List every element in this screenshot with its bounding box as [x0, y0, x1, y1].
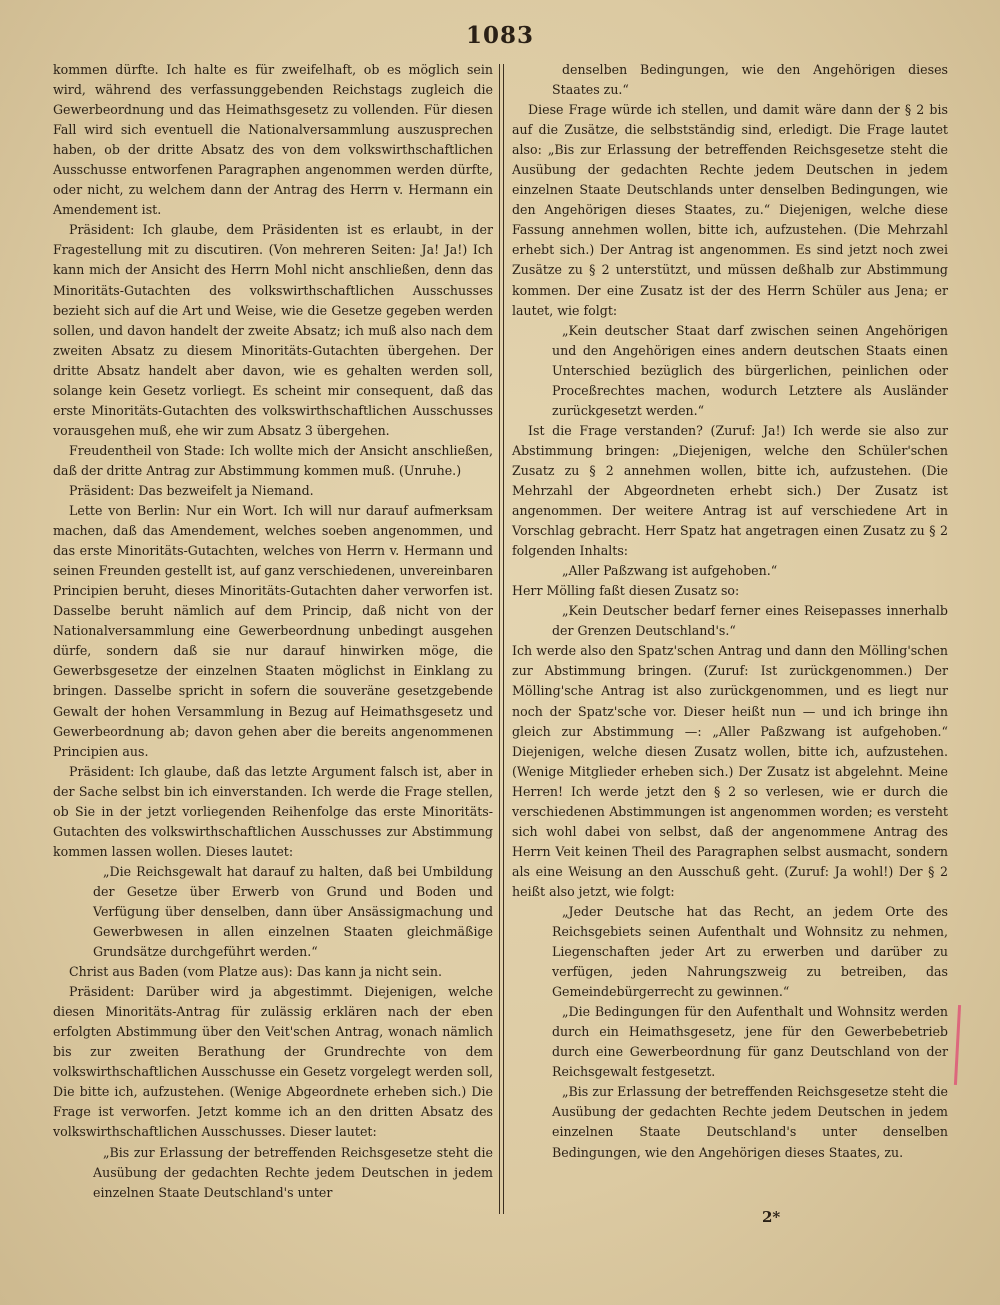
paragraph: Präsident: Ich glaube, daß das letzte Argument falsch ist, aber in der Sache selbst bin ich einverstanden. Ich werde die Frage stellen, ob Sie in der jetzt vorliegenden Reihenfolge das erste Minoritäts-Gutachten des volkswirthschaftlichen Ausschusses zur Abstimmung kommen lassen wollen. Dieses lautet: [53, 763, 493, 859]
paragraph: Diese Frage würde ich stellen, und damit wäre dann der § 2 bis auf die Zusätze, die selbstständig sind, erledigt. Die Frage lautet also: „Bis zur Erlassung der betreffenden Reichsgesetze steht die Ausübung der gedachten Rechte jedem Deutschen in jedem einzelnen Staate Deutschlands unter denselben Bedingungen, wie den Angehörigen dieses Staates, zu.“ Diejenigen, welche diese Fassung annehmen wollen, bitte ich, aufzustehen. (Die Mehrzahl erhebt sich.) Der Antrag ist angenommen. Es sind jetzt noch zwei Zusätze zu § 2 unterstützt, und müssen deßhalb zur Abstimmung kommen. Der eine Zusatz ist der des Herrn Schüler aus Jena; er lautet, wie folgt: [512, 102, 948, 318]
left-column [53, 60, 493, 1203]
paragraph: Freudentheil von Stade: Ich wollte mich der Ansicht anschließen, daß der dritte Antrag zur Abstimmung kommen muß. (Unruhe.) [53, 442, 493, 478]
quoted-paragraph: „Aller Paßzwang ist aufgehoben.“ [562, 563, 778, 579]
paragraph: Präsident: Das bezweifelt ja Niemand. [69, 482, 314, 498]
pencil-mark [954, 1005, 961, 1085]
quoted-paragraph: „Jeder Deutsche hat das Recht, an jedem Orte des Reichsgebiets seinen Aufenthalt und Wohnsitz zu nehmen, Liegenschaften jeder Art zu erwerben und darüber zu verfügen, jeden Nahrungszweig zu betreiben, das Gemeindebürgerrecht zu gewinnen.“ [552, 903, 948, 1000]
paragraph: Lette von Berlin: Nur ein Wort. Ich will nur darauf aufmerksam machen, daß das Amendement, welches soeben angenommen, und das erste Minoritäts-Gutachten, welches von Herrn v. Hermann und seinen Freunden gestellt ist, auf ganz verschiedenen, unvereinbaren Principien beruht, dieses Minoritäts-Gutachten daher verworfen ist. Dasselbe beruht nämlich auf dem Princip, daß nicht von der Nationalversammlung eine Gewerbeordnung unbedingt ausgehen dürfe, sondern daß sie nur darauf hinwirken möge, die Gewerbsgesetze der einzelnen Staaten möglichst in Einklang zu bringen. Dasselbe spricht in sofern die souveräne gesetzgebende Gewalt der hohen Versammlung in Bezug auf Heimathsgesetz und Gewerbeordnung ab; davon gehen aber die bereits angenommenen Principien aus. [53, 503, 493, 759]
paragraph: Christ aus Baden (vom Platze aus): Das kann ja nicht sein. [69, 964, 443, 980]
quoted-paragraph: denselben Bedingungen, wie den Angehörigen dieses Staates zu.“ [552, 62, 948, 98]
quoted-paragraph: „Kein deutscher Staat darf zwischen seinen Angehörigen und den Angehörigen eines andern deutschen Staats einen Unterschied bezüglich des bürgerlichen, peinlichen oder Proceßrechtes machen, wodurch Letztere als Ausländer zurückgesetzt werden.“ [552, 322, 948, 418]
paragraph: kommen dürfte. Ich halte es für zweifelhaft, ob es möglich sein wird, während des verfassunggebenden Reichstags zugleich die Gewerbeordnung und das Heimathsgesetz zu vollenden. Für diesen Fall wird sich eventuell die Nationalversammlung auszusprechen haben, ob der dritte Absatz des von dem volkswirthschaftlichen Ausschusse entworfenen Paragraphen angenommen werden dürfte, oder nicht, zu welchem dann der Antrag des Herrn v. Hermann ein Amendement ist. [53, 62, 493, 218]
paragraph: Ist die Frage verstanden? (Zuruf: Ja!) Ich werde sie also zur Abstimmung bringen: „Diejenigen, welche den Schüler'schen Zusatz zu § 2 annehmen wollen, bitte ich, aufzustehen. (Die Mehrzahl der Abgeordneten erhebt sich.) Der Zusatz ist angenommen. Der weitere Antrag ist auf verschiedene Art in Vorschlag gebracht. Herr Spatz hat angetragen einen Zusatz zu § 2 folgenden Inhalts: [512, 422, 948, 559]
paragraph: Präsident: Ich glaube, dem Präsidenten ist es erlaubt, in der Fragestellung mit zu discutiren. (Von mehreren Seiten: Ja! Ja!) Ich kann mich der Ansicht des Herrn Mohl nicht anschließen, denn das Minoritäts-Gutachten des volkswirthschaftlichen Ausschusses bezieht sich auf die Art und Weise, wie die Gesetze gegeben werden sollen, und davon handelt der zweite Absatz; ich muß also nach dem zweiten Absatz zu diesem Minoritäts-Gutachten übergehen. Der dritte Absatz handelt aber davon, wie es gehalten werden soll, solange kein Gesetz vorliegt. Es scheint mir consequent, daß das erste Minoritäts-Gutachten des volkswirthschaftlichen Ausschusses vorausgehen muß, ehe wir zum Absatz 3 übergehen. [53, 222, 493, 438]
paragraph: Präsident: Darüber wird ja abgestimmt. Diejenigen, welche diesen Minoritäts-Antrag für zulässig erklären nach der eben erfolgten Abstimmung über den Veit'schen Antrag, wonach nämlich bis zur zweiten Berathung der Grundrechte von dem volkswirthschaftlichen Ausschusse ein Gesetz vorgelegt werden soll, Die bitte ich, aufzustehen. (Wenige Abgeordnete erheben sich.) Die Frage ist verworfen. Jetzt komme ich an den dritten Absatz des volkswirthschaftlichen Ausschusses. Dieser lautet: [53, 984, 493, 1140]
quoted-paragraph: „Die Bedingungen für den Aufenthalt und Wohnsitz werden durch ein Heimathsgesetz, jene für den Gewerbebetrieb durch eine Gewerbeordnung für ganz Deutschland von der Reichsgewalt festgesetzt. [552, 1004, 948, 1080]
page-number: 1083 [465, 22, 534, 49]
quoted-paragraph: „Bis zur Erlassung der betreffenden Reichsgesetze steht die Ausübung der gedachten Rechte jedem Deutschen in jedem einzelnen Staate Deutschland's unter denselben Bedingungen, wie den Angehörigen dieses Staates, zu. [552, 1084, 948, 1160]
quoted-paragraph: „Bis zur Erlassung der betreffenden Reichsgesetze steht die Ausübung der gedachten Rechte jedem Deutschen in jedem einzelnen Staate Deutschland's unter [93, 1144, 493, 1200]
paragraph: Ich werde also den Spatz'schen Antrag und dann den Mölling'schen zur Abstimmung bringen. (Zuruf: Ist zurückgenommen.) Der Mölling'sche Antrag ist also zurückgenommen, und es liegt nur noch der Spatz'sche vor. Dieser heißt nun — und ich bringe ihn gleich zur Abstimmung —: „Aller Paßzwang ist aufgehoben.“ Diejenigen, welche diesen Zusatz wollen, bitte ich, aufzustehen. (Wenige Mitglieder erheben sich.) Der Zusatz ist abgelehnt. Meine Herren! Ich werde jetzt den § 2 so verlesen, wie er durch die verschiedenen Abstimmungen ist angenommen worden; es versteht sich wohl dabei von selbst, daß der angenommene Antrag des Herrn Veit keinen Theil des Paragraphen selbst ausmacht, sondern als eine Weisung an den Ausschuß geht. (Zuruf: Ja wohl!) Der § 2 heißt also jetzt, wie folgt: [512, 643, 948, 899]
paragraph: Herr Mölling faßt diesen Zusatz so: [512, 583, 740, 599]
signature-mark: 2* [762, 1208, 781, 1226]
column-divider [499, 64, 504, 1214]
quoted-paragraph: „Die Reichsgewalt hat darauf zu halten, daß bei Umbildung der Gesetze über Erwerb von Grund und Boden und Verfügung über denselben, dann über Ansässigmachung und Gewerbwesen in allen einzelnen Staaten gleichmäßige Grundsätze durchgeführt werden.“ [93, 863, 493, 960]
right-column [512, 60, 948, 1163]
quoted-paragraph: „Kein Deutscher bedarf ferner eines Reisepasses innerhalb der Grenzen Deutschland's.“ [552, 603, 948, 639]
